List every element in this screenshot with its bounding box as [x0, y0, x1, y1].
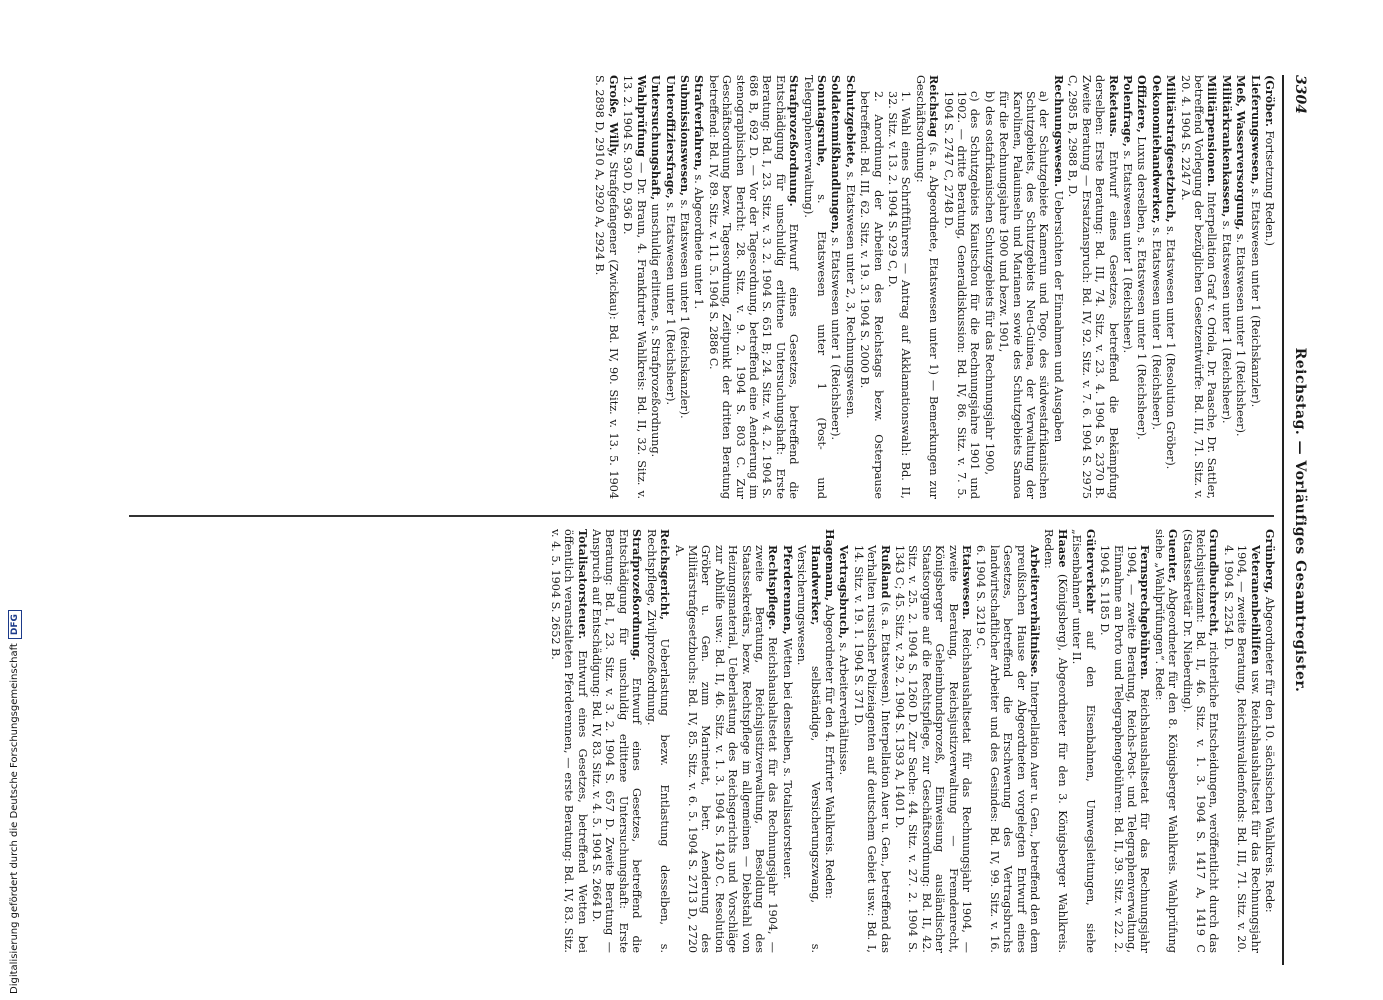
index-entry [1221, 529, 1261, 953]
dfg-logo: DFG [8, 610, 22, 639]
entry-term: Güterverkehr [1083, 529, 1098, 614]
index-entry [548, 529, 588, 953]
index-entry [1042, 529, 1069, 953]
index-entry [801, 75, 828, 499]
index-entry [795, 529, 822, 953]
index-entry [1149, 75, 1162, 499]
entry-term: Polenfrage, [1120, 75, 1135, 147]
entry-text: — Dr. Braun, 4. Frankfurter Wahlkreis: Bd. II, 32. Sitz. v. 13. 2. 1904 S. 930 D, 936 D. [621, 75, 648, 500]
index-entry [893, 529, 973, 953]
index-entry [644, 529, 671, 953]
entry-term: Grundbuchrecht, [1207, 529, 1222, 637]
entry-text: Strafgefangener (Zwickau): Bd. IV, 90. Sitz. v. 13. 5. 1904 S. 2898 D, 2910 A, 2920 A, 2924 B. [593, 75, 620, 499]
entry-term: Rechnungswesen. [1051, 75, 1066, 188]
entry-text: s. Etatswesen unter 1 (Reichsheer). [1149, 227, 1163, 431]
column-divider [129, 515, 1274, 517]
entry-term: Militärkrankenkassen, [1219, 75, 1234, 218]
entry-term: (Gröber. [1263, 75, 1277, 127]
entry-term: Arbeiterverhältnisse. [1028, 545, 1043, 678]
entry-text: (s. a. Abgeordnete, Etatswesen unter 1) — Bemerkungen zur Geschäftsordnung: [913, 75, 941, 499]
index-entry [1098, 529, 1152, 953]
entry-text: auf den Eisenbahnen, Umwegsleitungen, siehe „Eisenbahnen“ unter II. [1070, 529, 1097, 953]
index-entry [1219, 75, 1232, 499]
digitization-credit [6, 600, 24, 994]
entry-text: s. Etatswesen unter 1 (Reichsheer). [1234, 233, 1248, 437]
right-column [547, 529, 1276, 953]
index-entry [1135, 75, 1148, 499]
index-entry [913, 75, 940, 499]
entry-text: Entwurf eines Gesetzes, betreffend die Bekämpfung derselben: Erste Beratung: Bd. III, 74. Sitz. v. 23. 4. 1904 S. 2370 B. Zweite Beratung — Ersatzanspruch: Bd. IV, 92. Sitz. v. 7. 6. 1904 S. 2975 C, 2985 B, 2988 B, D. [1066, 75, 1120, 499]
index-entry [692, 75, 705, 499]
rotated-page-content [130, 75, 1310, 965]
index-entry [1180, 529, 1220, 953]
entry-term: Schutzgebiete, [843, 75, 858, 168]
entry-text: unschuldig erlittene, s. Strafprozeßordnung. [649, 203, 663, 458]
index-entry [851, 529, 891, 953]
entry-text: s. Arbeiterverhältnisse. [837, 642, 851, 776]
entry-term: Sonntagsruhe, [815, 75, 829, 167]
entry-term: Rechtspflege. [766, 545, 781, 630]
page-header [1280, 75, 1310, 965]
entry-term: Submissionswesen, [677, 75, 692, 197]
entry-term: Grünberg, [1263, 529, 1277, 594]
entry-text: 2. Anordnung der Arbeiten des Reichstags bezw. Osterpause betreffend: Bd. III, 62. Sitz. v. 19. 3. 1904 S. 2000 B. [858, 91, 885, 499]
entry-term: Soldatenmißhandlungen, [829, 75, 844, 234]
entry-text: b) des ostafrikanischen Schutzgebiets für das Rechnungsjahr 1900, [982, 91, 996, 476]
entry-term: Haase [1055, 529, 1070, 568]
entry-term: Rußland [878, 545, 893, 599]
index-entry [649, 75, 662, 499]
entry-text: Entwurf eines Gesetzes, betreffend die Entschädigung für unschuldig erlittene Untersuchungshaft: Erste Beratung: Bd. I, 23. Sitz. v. 3. 2. 1904 S. 651 B; 24. Sitz. v. 4. 2. 1904 S. 686 B, 692 D. — Vor der Tagesordnung, betreffend eine Aenderung im stenographischen Bericht: 28. Sitz. v. 9. 2. 1904 S. 803 C. Zur Geschäftsordnung bezw. Tagesordnung, Zeitpunkt der dritten Beratung betreffend: Bd. IV, 89. Sitz. v. 11. 5. 1904 S. 2886 C. [706, 75, 801, 499]
entry-term: Strafprozeßordnung. [630, 529, 645, 661]
entry-text: a) der Schutzgebiete Kamerun und Togo, des südwestafrikanischen Schutzgebiets, des Schutzgebiets Neu-Guinea, der Verwaltung der Karolinen, Palauinseln und Marianen sowie des Schutzgebiets Samoa für die Rechnungsjahre 1900 und bezw. 1901, [997, 91, 1051, 499]
entry-term: Reichstag [927, 75, 942, 138]
entry-term: Militärstrafgesetzbuch, [1164, 75, 1179, 223]
index-entry [1263, 529, 1276, 953]
entry-term: Etatswesen. [960, 545, 975, 620]
entry-text: s. Abgeordnete unter 1. [692, 174, 706, 310]
index-entry [1263, 75, 1276, 499]
entry-term: Lieferungswesen, [1248, 75, 1263, 185]
entry-text: Entwurf eines Gesetzes, betreffend Wetten bei öffentlich veranstalteten Pferderennen, — erste Beratung: Bd. IV, 83. Sitz. v. 4. 5. 1904 S. 2652 B. [548, 529, 589, 953]
header-rule [1282, 75, 1284, 965]
entry-text: usw. Reichshaushaltsetat für das Rechnungsjahr 1904, — zweite Beratung, Reichsinvalidenfonds: Bd. III, 71. Sitz. v. 20. 4. 1904 S. 2254 D. [1221, 545, 1262, 953]
entry-text: s. Etatswesen unter 1 (Reichskanzler). [677, 199, 691, 419]
index-entry [886, 75, 913, 499]
index-entry [1178, 75, 1218, 499]
entry-term: Meß, Wasserversorgung, [1234, 75, 1249, 231]
entry-term: Untersuchungshaft, [649, 75, 664, 201]
entry-text: selbständige, Versicherungszwang, s. Versicherungswesen. [795, 545, 822, 954]
entry-term: Strafverfahren, [692, 75, 707, 171]
entry-text: s. Etatswesen unter 1 (Reichsheer). [829, 237, 843, 441]
entry-text: s. Etatswesen unter 1 (Post- und Telegraphenverwaltung). [801, 75, 828, 499]
entry-term: Reichsgericht, [658, 529, 673, 621]
index-entry [829, 75, 842, 499]
entry-text: Luxus derselben, s. Etatswesen unter 1 (Reichsheer). [1135, 136, 1149, 440]
entry-text: Reichshaushaltsetat für das Rechnungsjahr 1904, — zweite Beratung, Reichsjustizverwaltung, Besoldung des Staatssekretärs, bezw. Rechtspflege im allgemeinen — Diebstahl von Heizungsmaterial, Ueberlastung des Reichsgerichts und Vorschläge zur Abhilfe usw.: Bd. II, 46. Sitz. v. 1. 3. 1904 S. 1420 C. Resolution Gröber u. Gen. zum Marinetat, betr. Aenderung des Militärstrafgesetzbuchs: Bd. IV, 85. Sitz. v. 6. 5. 1904 S. 2713 D, 2720 A. [672, 545, 780, 953]
index-entry [672, 529, 779, 953]
entry-text: Fortsetzung Reden.) [1263, 130, 1276, 247]
index-entry [1152, 529, 1179, 953]
entry-text: Reichshaushaltsetat für das Rechnungsjahr 1904, — zweite Beratung, Reichsjustizverwaltung — Fremdenrecht, Königsberger Geheimbundsprozeß, Einweisung ausländischer Staatsorgane auf die Rechtspflege, zur Geschäftsordnung: Bd. II, 42. Sitz. v. 25. 2. 1904 S. 1260 D. Zur Sache: 44. Sitz. v. 27. 2. 1904 S. 1343 C; 45. Sitz. v. 29. 2. 1904 S. 1393 A, 1401 D. [893, 545, 974, 953]
index-entry [706, 75, 800, 499]
entry-term: Handwerker, [808, 545, 823, 626]
entry-text: Uebersichten der Einnahmen und Ausgaben [1051, 190, 1065, 443]
index-entry [1121, 75, 1134, 499]
entry-term: Wahlprüfung [634, 75, 649, 157]
entry-text: s. Etatswesen unter 1 (Reichsheer). [1219, 220, 1233, 424]
entry-text: s. Etatswesen unter 1 (Reichskanzler). [1248, 188, 1262, 408]
digitization-note: Digitalisierung gefördert durch die Deutsche Forschungsgemeinschaft [9, 643, 20, 994]
entry-term: Offiziere, [1135, 75, 1150, 133]
index-entry [590, 529, 644, 953]
entry-text: s. Etatswesen unter 2, 3, Rechnungswesen. [843, 171, 857, 419]
index-entry [974, 529, 1041, 953]
entry-text: Entwurf eines Gesetzes, betreffend die Entschädigung für unschuldig erlittene Untersuchungshaft: Erste Beratung: Bd. I, 23. Sitz. v. 3. 2. 1904 S. 657 D. Zweite Beratung — Anspruch auf Entschädigung: Bd. IV, 83. Sitz. v. 4. 5. 1904 S. 2664 D. [590, 529, 644, 953]
index-entry [843, 75, 856, 499]
entry-text: c) des Schutzgebiets Kiautschou für die Rechnungsjahre 1901 und 1902. — dritte Beratung, Generaldiskussion: Bd. IV, 86. Sitz. v. 7. 5. 1904 S. 2747 C, 2748 D. [941, 91, 982, 499]
entry-text: Interpellation Auer u. Gen., betreffend den dem preußischen Hause der Abgeordneten vorgelegten Entwurf eines Gesetzes, betreffend die Erschwerung des Vertragsbruchs landwirtschaftlicher Arbeiter und des Gesindes: Bd. IV, 99. Sitz. v. 16. 6. 1904 S. 3219 C. [974, 545, 1042, 953]
entry-text: Ueberlastung bezw. Entlastung desselben, s. Rechtspflege, Zivilprozeßordnung. [644, 529, 672, 953]
digitization-sidebar [6, 600, 24, 994]
entry-term: Pferderennen, [780, 545, 795, 635]
index-entry [780, 529, 793, 953]
index-entry [678, 75, 691, 499]
entry-text: s. Etatswesen unter 1 (Resolution Gröber). [1164, 226, 1178, 470]
index-entry [982, 75, 995, 499]
entry-term: Guenter, [1166, 529, 1181, 584]
entry-text: (s. a. Etatswesen). Interpellation Auer u. Gen., betreffend das Verhalten russischer Polizeiagenten auf deutschem Gebiet usw.: Bd. I, 14. Sitz. v. 19. 1. 1904 S. 371 D. [851, 545, 892, 953]
entry-term: Strafprozeßordnung. [787, 75, 802, 207]
index-entry [1070, 529, 1097, 953]
index-entry [1248, 75, 1261, 499]
index-entry [621, 75, 648, 499]
entry-text: Abgeordneter für den 4. Erfurter Wahlkreis. Reden: [823, 604, 836, 899]
entry-term: Veteranenbeihilfen [1248, 545, 1263, 665]
entry-term: Oekonomiehandwerker, [1149, 75, 1164, 224]
entry-term: Unteroffiziersfrage, [663, 75, 678, 199]
index-entry [1234, 75, 1247, 499]
index-entry [997, 75, 1051, 499]
entry-text: s. Etatswesen unter 1 (Reichsheer). [1120, 150, 1134, 354]
index-entry [823, 529, 836, 953]
index-entry [1066, 75, 1120, 499]
entry-term: Reketaus. [1106, 75, 1121, 138]
entry-term: Große, Willy, [606, 75, 621, 157]
index-entry [663, 75, 676, 499]
entry-term: Vertragsbruch, [837, 545, 852, 639]
entry-text: Wetten bei denselben, s. Totalisatorsteuer. [780, 638, 794, 880]
index-entry [1052, 75, 1065, 499]
index-entry [837, 529, 850, 953]
entry-text: Abgeordneter für den 8. Königsberger Wahlkreis. Wahlprüfung siehe „Wahlprüfungen“. Rede: [1152, 529, 1180, 953]
entry-term: Totalisatorsteuer. [575, 529, 590, 640]
entry-text: Interpellation Graf v. Oriola, Dr. Paasche, Dr. Sattler, betreffend Vorlegung der bezüglichen Gesetzentwürfe: Bd. III, 71. Sitz. v. 20. 4. 1904 S. 2247 A. [1178, 75, 1219, 499]
entry-text: Abgeordneter für den 10. sächsischen Wahlkreis. Rede: [1263, 596, 1276, 913]
index-entry [1164, 75, 1177, 499]
running-head: Reichstag. — Vorläufiges Gesamtregister. [1292, 347, 1308, 693]
index-entry [941, 75, 981, 499]
entry-text: (Königsberg), Abgeordneter für den 3. Königsberger Wahlkreis. Reden: [1042, 529, 1069, 953]
entry-term: Militärpensionen. [1205, 75, 1220, 187]
entry-term: Fernsprechgebühren. [1138, 545, 1153, 680]
index-entry [593, 75, 620, 499]
page-number: 3304 [1292, 75, 1308, 114]
entry-text: s. Etatswesen unter 1 (Reichsheer). [663, 202, 677, 405]
entry-text: Reichshaushaltsetat für das Rechnungsjahr 1904, — zweite Beratung, Reichs-Post- und Telegraphenverwaltung, Einnahme an Porto und Telegraphengebühren: Bd. II, 39. Sitz. v. 22. 2. 1904 S. 1185 D. [1098, 545, 1152, 953]
entry-term: Hagemann, [823, 529, 837, 602]
entry-text: richterliche Entscheidungen, veröffentlicht durch das Reichsjustizamt: Bd. II, 46. Sitz. v. 1. 3. 1904 S. 1417 A, 1419 C (Staatssekretär Dr. Nieberding). [1180, 529, 1221, 953]
left-column [592, 75, 1276, 499]
entry-text: 1. Wahl eines Schriftführers — Antrag auf Akklamationswahl: Bd. II, 32. Sitz. v. 13. 2. 1904 S. 929 C, D. [886, 91, 913, 499]
index-entry [858, 75, 885, 499]
